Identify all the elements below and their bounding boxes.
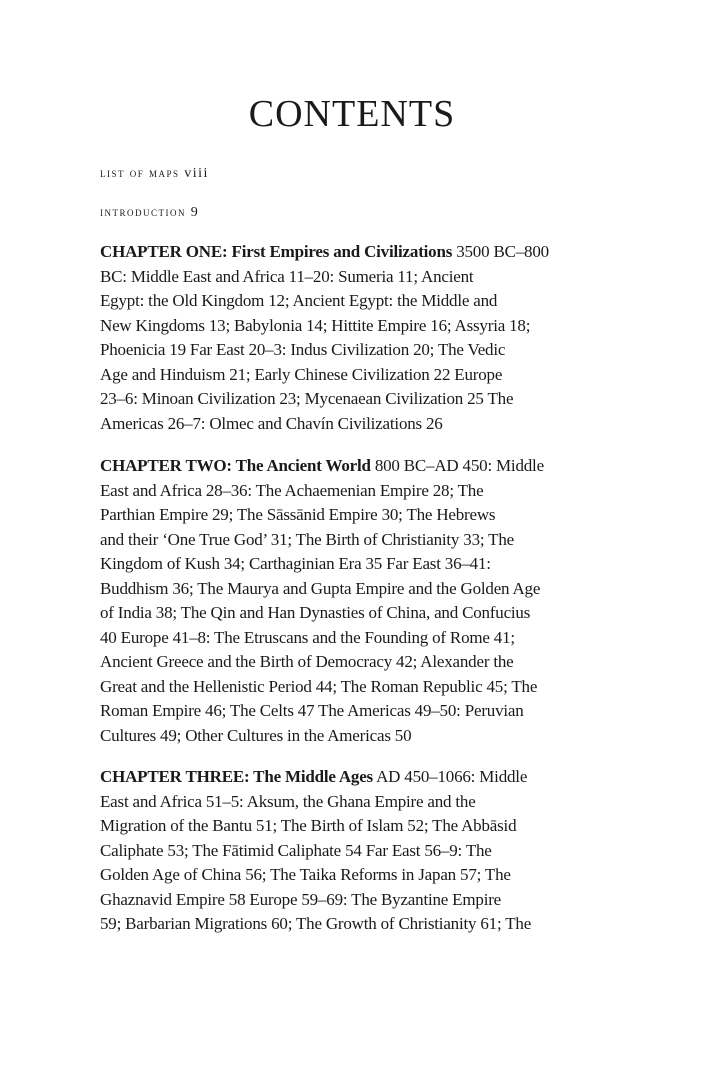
toc-line: CHAPTER ONE: First Empires and Civilizations 3500 BC–800 [100, 242, 549, 261]
toc-line: East and Africa 28–36: The Achaemenian Empire 28; The [100, 480, 484, 500]
toc-line: Caliphate 53; The Fātimid Caliphate 54 Far East 56–9: The [100, 840, 492, 860]
toc-line: Phoenicia 19 Far East 20–3: Indus Civilization 20; The Vedic [100, 340, 506, 359]
toc-line: Egypt: the Old Kingdom 12; Ancient Egypt: the Middle and [100, 291, 498, 310]
toc-line: 59; Barbarian Migrations 60; The Growth of Christianity 61; The [100, 914, 532, 933]
toc-line: CHAPTER THREE: The Middle Ages AD 450–1066: Middle [100, 767, 528, 786]
toc-line: Buddhism 36; The Maurya and Gupta Empire and the Golden Age [100, 578, 541, 598]
toc-entry-list-of-maps[interactable] [100, 165, 209, 182]
toc-line: of India 38; The Qin and Han Dynasties of China, and Confucius [100, 603, 531, 622]
toc-line: Ghaznavid Empire 58 Europe 59–69: The Byzantine Empire [100, 889, 502, 909]
toc-line: and their ‘One True God’ 31; The Birth of Christianity 33; The [100, 529, 514, 549]
toc-line: Americas 26–7: Olmec and Chavín Civilizations 26 [100, 413, 443, 433]
toc-line: Ancient Greece and the Birth of Democracy 42; Alexander the [100, 652, 514, 671]
chapter-heading: CHAPTER TWO: The Ancient World [100, 456, 371, 475]
toc-line: Great and the Hellenistic Period 44; The Roman Republic 45; The [100, 676, 538, 696]
toc-line: Parthian Empire 29; The Sāssānid Empire 30; The Hebrews [100, 505, 496, 524]
toc-line: Golden Age of China 56; The Taika Reforms in Japan 57; The [100, 865, 511, 884]
toc-entry-label: introduction [100, 204, 186, 219]
toc-line: 40 Europe 41–8: The Etruscans and the Founding of Rome 41; [100, 627, 515, 647]
toc-line: CHAPTER TWO: The Ancient World 800 BC–AD 450: Middle [100, 456, 544, 475]
chapter-two-entry[interactable] [100, 454, 605, 748]
toc-line: Migration of the Bantu 51; The Birth of Islam 52; The Abbāsid [100, 816, 517, 835]
chapter-three-entry[interactable] [100, 765, 605, 937]
toc-line: 23–6: Minoan Civilization 23; Mycenaean Civilization 25 The [100, 389, 514, 408]
toc-entry-page: viii [184, 166, 209, 181]
chapter-heading: CHAPTER ONE: First Empires and Civilizations [100, 242, 453, 261]
toc-entry-introduction[interactable] [100, 204, 199, 221]
toc-line: Roman Empire 46; The Celts 47 The Americas 49–50: Peruvian [100, 701, 524, 720]
toc-line: Age and Hinduism 21; Early Chinese Civilization 22 Europe [100, 364, 503, 384]
chapter-heading: CHAPTER THREE: The Middle Ages [100, 767, 373, 786]
toc-line: Kingdom of Kush 34; Carthaginian Era 35 Far East 36–41: [100, 554, 491, 573]
page-title: CONTENTS [248, 93, 456, 135]
toc-entry-page: 9 [190, 205, 200, 220]
toc-line: BC: Middle East and Africa 11–20: Sumeria 11; Ancient [100, 266, 474, 286]
toc-line: New Kingdoms 13; Babylonia 14; Hittite Empire 16; Assyria 18; [100, 315, 531, 335]
toc-line: East and Africa 51–5: Aksum, the Ghana Empire and the [100, 791, 476, 811]
toc-entry-label: list of maps [100, 165, 180, 180]
toc-line: Cultures 49; Other Cultures in the Americas 50 [100, 725, 412, 745]
chapter-one-entry[interactable] [100, 240, 605, 436]
